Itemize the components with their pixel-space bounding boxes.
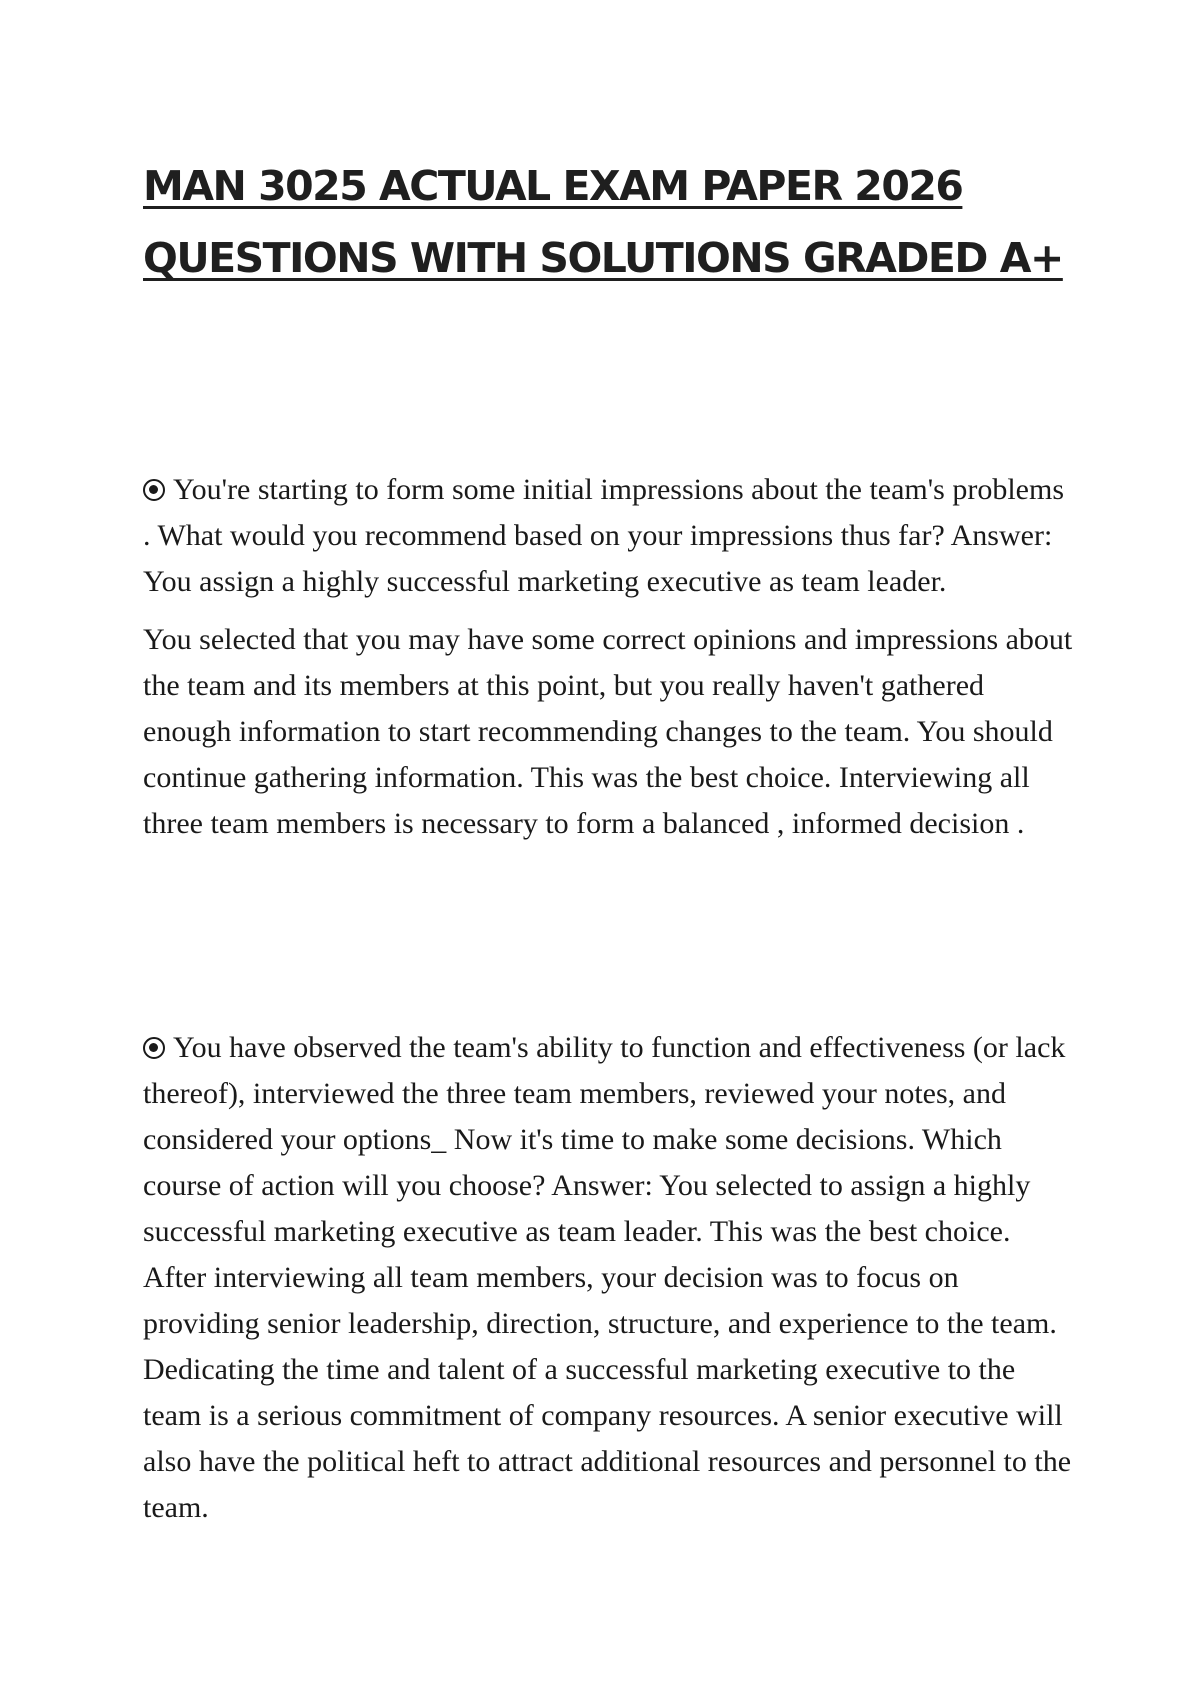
question-1-text: You're starting to form some initial impressions about the team's problems . What would you recommend based on your impressions thus far? Answer: You assign a highly successful marketing executive as team leader. <box>143 473 1064 598</box>
explanation-1: You selected that you may have some correct opinions and impressions about the team and its members at this point, but you really haven't gathered enough information to start recommending changes to the team. You should continue gathering information. This was the best choice. Interviewing all three team members is necessary to form a balanced , informed decision . <box>143 623 1073 840</box>
question-1 <box>143 467 1073 605</box>
radio-bullet-icon <box>143 1037 165 1059</box>
qa-item-1 <box>143 467 1073 847</box>
radio-bullet-icon <box>143 479 165 501</box>
qa-item-2 <box>143 1025 1073 1543</box>
question-2 <box>143 1025 1073 1531</box>
question-2-text: You have observed the team's ability to function and effectiveness (or lack thereof), interviewed the three team members, reviewed your notes, and considered your options_ Now it's time to make some decisions. Which course of action will you choose? Answer: You selected to assign a highly successful marketing executive as team leader. This was the best choice. After interviewing all team members, your decision was to focus on providing senior leadership, direction, structure, and experience to the team. Dedicating the time and talent of a successful marketing executive to the team is a serious commitment of company resources. A senior executive will also have the political heft to attract additional resources and personnel to the team. <box>143 1031 1072 1524</box>
document-title <box>143 150 1103 294</box>
title-line-2: QUESTIONS WITH SOLUTIONS GRADED A+ <box>143 234 1063 282</box>
title-line-1: MAN 3025 ACTUAL EXAM PAPER 2026 <box>143 162 963 210</box>
